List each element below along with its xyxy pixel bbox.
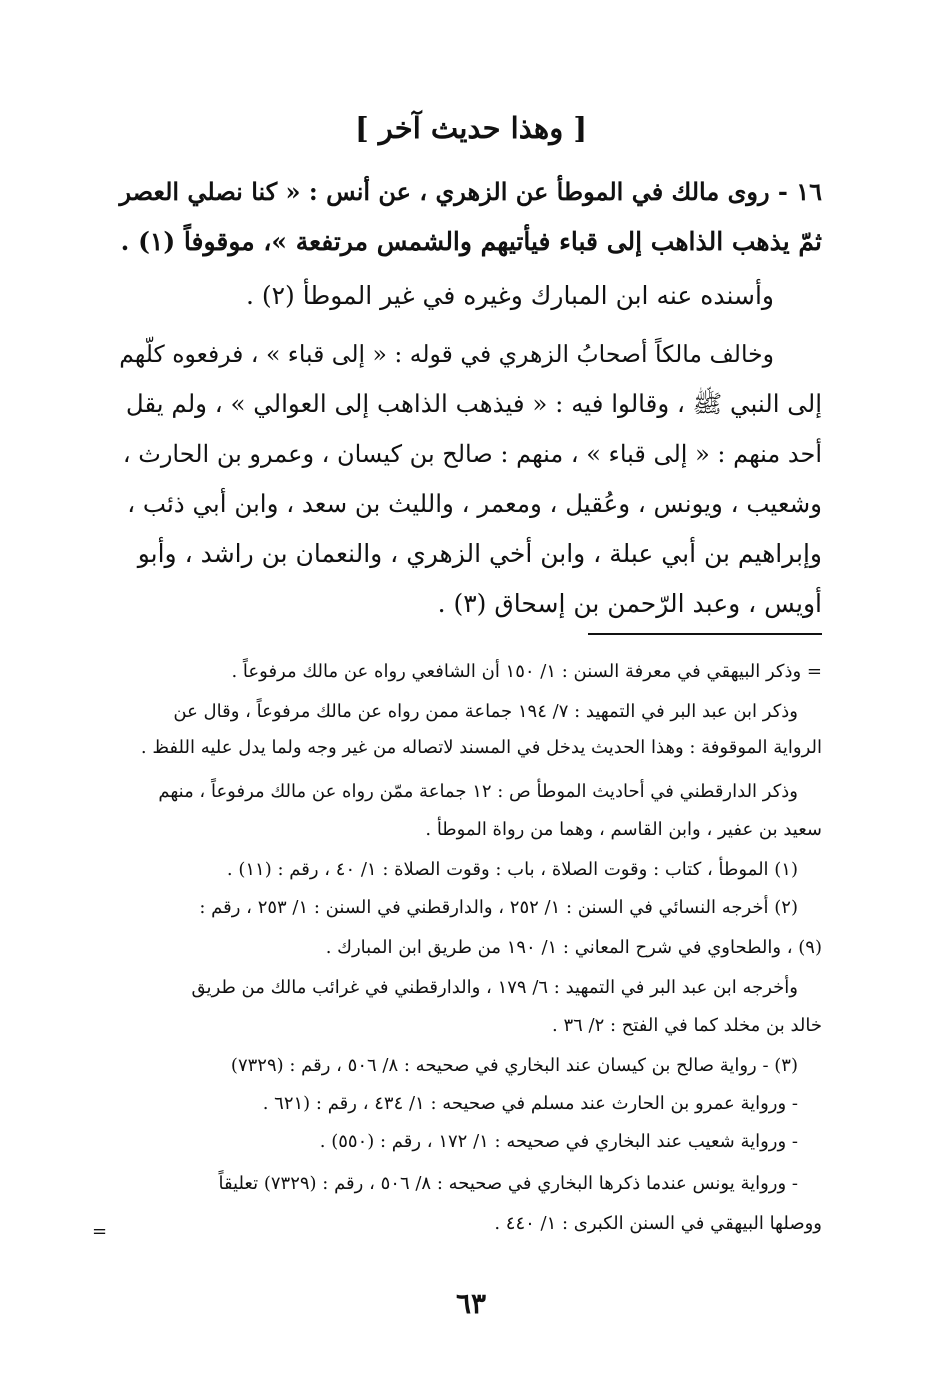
footnote-line-7: (٢) أخرجه النسائي في السنن : ١/ ٢٥٢ ، والدارقطني في السنن : ١/ ٢٥٣ ، رقم : — [199, 897, 798, 918]
body-line-6: أحد منهم : « إلى قباء » ، منهم : صالح بن كيسان ، وعمرو بن الحارث ، — [122, 440, 822, 468]
body-line-5: إلى النبي ﷺ ، وقالوا فيه : « فيذهب الذاهب إلى العوالي » ، ولم يقل — [125, 389, 822, 418]
footnote-line-3: الرواية الموقوفة : وهذا الحديث يدخل في المسند لاتصاله من غير وجه ولما يدل عليه اللفظ . — [140, 737, 822, 758]
footnote-line-14: - ورواية يونس عندما ذكرها البخاري في صحيحه : ٨/ ٥٠٦ ، رقم : (٧٣٢٩) تعليقاً — [218, 1173, 798, 1194]
body-line-2: ثمّ يذهب الذاهب إلى قباء فيأتيهم والشمس مرتفعة »، موقوفاً (١) . — [120, 227, 822, 256]
body-line-7: وشعيب ، ويونس ، وعُقيل ، ومعمر ، والليث بن سعد ، وابن أبي ذئب ، — [127, 489, 822, 518]
footnote-line-9: وأخرجه ابن عبد البر في التمهيد : ٦/ ١٧٩ ، والدارقطني في غرائب مالك من طريق — [191, 977, 798, 998]
body-line-1: ١٦ - روى مالك في الموطأ عن الزهري ، عن أنس : « كنا نصلي العصر — [119, 177, 822, 206]
footnote-line-11: (٣) - رواية صالح بن كيسان عند البخاري في صحيحه : ٨/ ٥٠٦ ، رقم : (٧٣٢٩) — [230, 1055, 798, 1076]
footnote-line-6: (١) الموطأ ، كتاب : وقوت الصلاة ، باب : وقوت الصلاة : ١/ ٤٠ ، رقم : (١١) . — [226, 859, 798, 880]
footnote-line-8: (٩) ، والطحاوي في شرح المعاني : ١/ ١٩٠ من طريق ابن المبارك . — [325, 937, 822, 958]
section-heading: [ وهذا حديث آخر ] — [354, 111, 588, 145]
footnote-line-4: وذكر الدارقطني في أحاديث الموطأ ص : ١٢ جماعة ممّن رواه عن مالك مرفوعاً ، منهم — [158, 781, 798, 802]
footnote-line-5: سعيد بن عفير ، وابن القاسم ، وهما من رواة الموطأ . — [425, 819, 822, 840]
footnote-divider — [588, 633, 822, 635]
body-line-8: وإبراهيم بن أبي عبلة ، وابن أخي الزهري ، والنعمان بن راشد ، وأبو — [137, 539, 822, 568]
footnote-line-15: ووصلها البيهقي في السنن الكبرى : ١/ ٤٤٠ . — [494, 1213, 822, 1234]
footnote-line-2: وذكر ابن عبد البر في التمهيد : ٧/ ١٩٤ جماعة ممن رواه عن مالك مرفوعاً ، وقال عن — [173, 701, 798, 722]
body-line-4: وخالف مالكاً أصحابُ الزهري في قوله : « إلى قباء » ، فرفعوه كلّهم — [119, 340, 774, 368]
body-line-9: أويس ، وعبد الرّحمن بن إسحاق (٣) . — [437, 589, 822, 618]
continuation-mark: = — [92, 1221, 108, 1242]
page-number: ٦٣ — [455, 1287, 487, 1320]
footnote-line-13: - ورواية شعيب عند البخاري في صحيحه : ١/ ١٧٢ ، رقم : (٥٥٠) . — [319, 1131, 798, 1152]
body-line-3: وأسنده عنه ابن المبارك وغيره في غير الموطأ (٢) . — [245, 281, 774, 310]
footnote-line-12: - ورواية عمرو بن الحارث عند مسلم في صحيحه : ١/ ٤٣٤ ، رقم : (٦٢١ . — [262, 1093, 798, 1114]
footnote-line-10: خالد بن مخلد كما في الفتح : ٢/ ٣٦ . — [551, 1015, 822, 1036]
footnote-line-1: = وذكر البيهقي في معرفة السنن : ١/ ١٥٠ أن الشافعي رواه عن مالك مرفوعاً . — [231, 661, 822, 682]
